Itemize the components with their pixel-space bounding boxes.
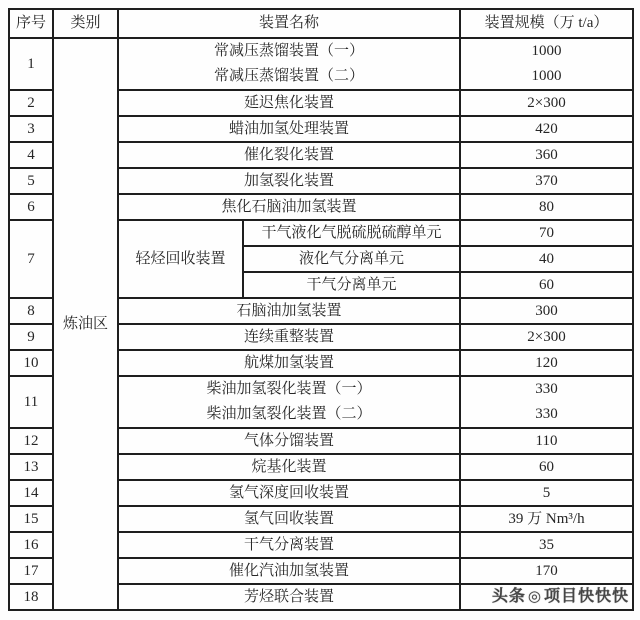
- row-18-scale: [460, 584, 633, 610]
- row-14-name: 氢气深度回收装置: [118, 480, 460, 506]
- row-3-seq: 3: [9, 116, 53, 142]
- toutiao-logo-icon: ◎: [527, 588, 542, 605]
- row-7-sub1-name: 干气液化气脱硫脱硫醇单元: [243, 220, 460, 246]
- row-7-sub3-scale: 60: [460, 272, 633, 298]
- row-6-scale: 80: [460, 194, 633, 220]
- row-4-name: 催化裂化装置: [118, 142, 460, 168]
- row-2-name: 延迟焦化装置: [118, 90, 460, 116]
- row-7-sub1-scale: 70: [460, 220, 633, 246]
- row-11-seq: 11: [9, 376, 53, 428]
- row-7-sub2-name: 液化气分离单元: [243, 246, 460, 272]
- row-11-name-line1: 柴油加氢裂化装置（一）: [206, 381, 372, 397]
- row-15-scale: 39 万 Nm³/h: [460, 506, 633, 532]
- table-row: [9, 38, 633, 90]
- row-7-sub2-scale: 40: [460, 246, 633, 272]
- row-3-name: 蜡油加氢处理装置: [118, 116, 460, 142]
- row-9-name: 连续重整装置: [118, 324, 460, 350]
- row-14-seq: 14: [9, 480, 53, 506]
- refinery-units-table: [8, 8, 634, 611]
- row-5-seq: 5: [9, 168, 53, 194]
- row-11-scale-line1: 330: [535, 381, 558, 397]
- row-16-name: 干气分离装置: [118, 532, 460, 558]
- row-1-scale-line2: 1000: [531, 68, 562, 84]
- header-scale: 装置规模（万 t/a）: [460, 9, 633, 38]
- row-17-name: 催化汽油加氢装置: [118, 558, 460, 584]
- row-13-seq: 13: [9, 454, 53, 480]
- row-8-seq: 8: [9, 298, 53, 324]
- row-8-name: 石脑油加氢装置: [118, 298, 460, 324]
- row-9-scale: 2×300: [460, 324, 633, 350]
- row-11-scale: [460, 376, 633, 428]
- row-5-scale: 370: [460, 168, 633, 194]
- row-4-seq: 4: [9, 142, 53, 168]
- row-18-seq: 18: [9, 584, 53, 610]
- row-4-scale: 360: [460, 142, 633, 168]
- row-1-scale: [460, 38, 633, 90]
- row-2-seq: 2: [9, 90, 53, 116]
- row-9-seq: 9: [9, 324, 53, 350]
- row-18-name: 芳烃联合装置: [118, 584, 460, 610]
- row-15-seq: 15: [9, 506, 53, 532]
- row-7-sub3-name: 干气分离单元: [243, 272, 460, 298]
- row-11-name: [118, 376, 460, 428]
- header-name: 装置名称: [118, 9, 460, 38]
- header-row: [9, 9, 633, 38]
- row-13-scale: 60: [460, 454, 633, 480]
- row-1-name: [118, 38, 460, 90]
- row-1-name-line1: 常减压蒸馏装置（一）: [214, 43, 365, 59]
- row-17-scale: 170: [460, 558, 633, 584]
- row-8-scale: 300: [460, 298, 633, 324]
- header-category: 类别: [53, 9, 118, 38]
- row-5-name: 加氢裂化装置: [118, 168, 460, 194]
- row-10-scale: 120: [460, 350, 633, 376]
- row-16-scale: 35: [460, 532, 633, 558]
- row-12-scale: 110: [460, 428, 633, 454]
- row-7-seq: 7: [9, 220, 53, 298]
- row-7-group: 轻烃回收装置: [118, 220, 243, 298]
- watermark-account: 项目快快快: [544, 588, 630, 605]
- row-11-name-line2: 柴油加氢裂化装置（二）: [206, 406, 372, 422]
- row-16-seq: 16: [9, 532, 53, 558]
- row-2-scale: 2×300: [460, 90, 633, 116]
- toutiao-watermark: [492, 585, 629, 609]
- row-1-name-line2: 常减压蒸馏装置（二）: [214, 68, 365, 84]
- row-17-seq: 17: [9, 558, 53, 584]
- watermark-prefix: 头条: [491, 588, 526, 605]
- row-11-scale-line2: 330: [535, 406, 558, 422]
- category-cell: 炼油区: [53, 38, 118, 610]
- row-6-seq: 6: [9, 194, 53, 220]
- row-1-scale-line1: 1000: [531, 43, 562, 59]
- row-15-name: 氢气回收装置: [118, 506, 460, 532]
- row-13-name: 烷基化装置: [118, 454, 460, 480]
- row-12-seq: 12: [9, 428, 53, 454]
- header-seq: 序号: [9, 9, 53, 38]
- row-10-seq: 10: [9, 350, 53, 376]
- row-6-name: 焦化石脑油加氢装置: [118, 194, 460, 220]
- row-12-name: 气体分馏装置: [118, 428, 460, 454]
- row-10-name: 航煤加氢装置: [118, 350, 460, 376]
- row-1-seq: 1: [9, 38, 53, 90]
- row-14-scale: 5: [460, 480, 633, 506]
- row-3-scale: 420: [460, 116, 633, 142]
